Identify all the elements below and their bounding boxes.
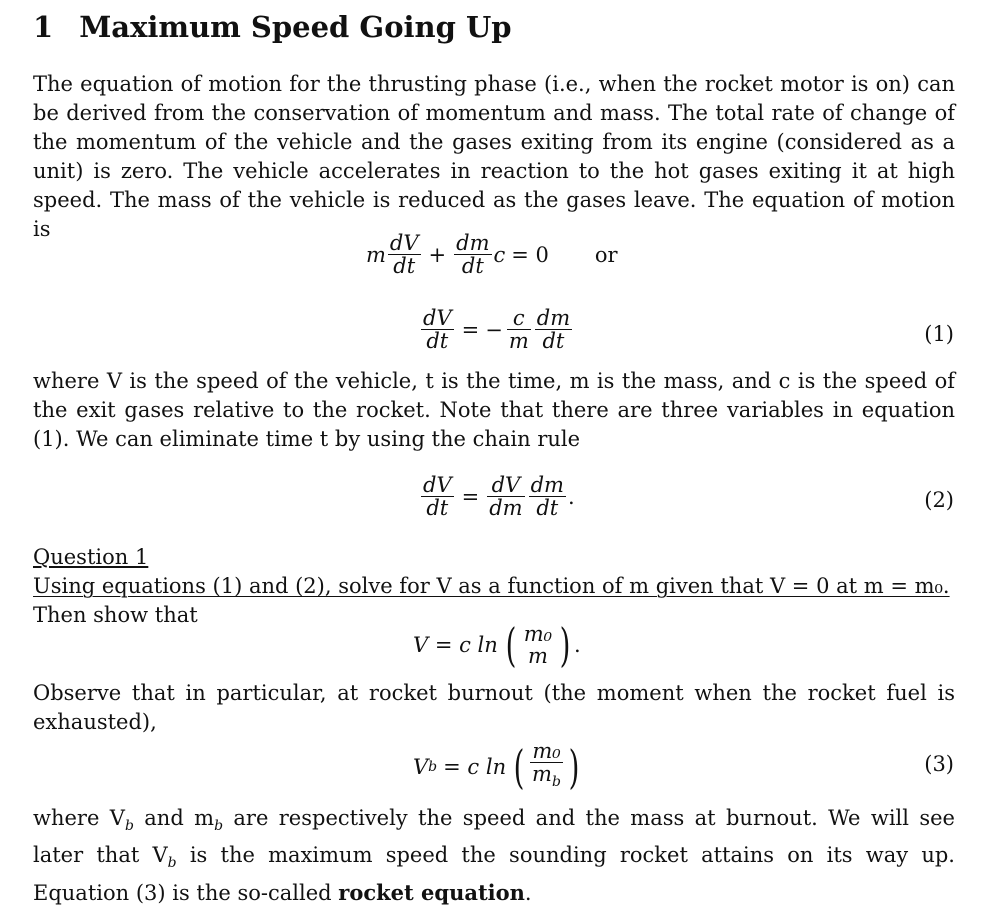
eq-a-frac1-num: dV (389, 231, 419, 255)
eq2-lhs-num: dV (423, 473, 452, 497)
eq3-lhs-sub: b (428, 758, 438, 775)
question-title: Question 1 (33, 545, 149, 569)
eq-a-c: c (493, 242, 506, 267)
eq2-lhs-den: dt (426, 496, 449, 520)
eq-v-num: m₀ (523, 622, 553, 646)
eq2-dm2: dm (530, 473, 564, 497)
eq3-num: m₀ (532, 739, 561, 763)
eq-a-frac2 (454, 232, 491, 277)
paragraph-intro: The equation of motion for the thrusting phase (i.e., when the rocket motor is on) can be derived from the conservation of momentum and mass. The total rate of change of the momentum of the vehicle and the gases exiting from its engine (considered as a unit) is zero. The vehicle accelerates in reaction to the hot gases exiting it at high speed. The mass of the vehicle is reduced as the gases leave. The equation of motion is (33, 72, 955, 241)
eq-v-den: m (527, 644, 548, 668)
eq2-dot: . (567, 484, 575, 509)
equation-3: V b = c ln ( $\frac{\text{m₀}}{m_b}$ ) (413, 739, 580, 794)
paragraph-conclusion: where $V_b$ and $m_b$ are respectively the speed and the mass at burnout. We will see later that $V_b$ is the maximum speed the sounding rocket attains on its way up. Equation (3) is the so-called rocket equation. (33, 806, 955, 905)
section-number: 1 (33, 10, 54, 44)
eq-a-or: or (594, 242, 618, 267)
eq-a-rhs: = 0 (511, 242, 549, 267)
question-text: Using equations (1) and (2), solve for V as a function of m given that V = 0 at m = m₀. (33, 574, 950, 598)
equation-motion: m $\frac{dV}{dt}$ + $\frac{dm}{dt}$ c = 0 or (366, 231, 618, 278)
equation-2 (419, 474, 575, 519)
section-heading (33, 10, 512, 44)
eq-v-dot: . (574, 633, 581, 657)
eq1-frac-dm-dt (535, 307, 572, 352)
eq-a-frac2-num: dm (456, 231, 490, 255)
eq2-frac-dV-dm (487, 474, 524, 519)
section-title: Maximum Speed Going Up (79, 10, 512, 44)
eq-v-lhs: V = c ln (413, 633, 498, 657)
eq3-den: $m_b$ (532, 762, 561, 790)
rocket-equation-term: rocket equation (338, 880, 525, 905)
eq-a-frac2-den: dt (461, 254, 484, 278)
eq1-dm: dm (536, 306, 571, 330)
eq2-dV: dV (491, 473, 521, 497)
question-block (33, 543, 955, 630)
eq1-dt: dt (542, 329, 565, 353)
eq2-equals: = (461, 484, 480, 509)
eq1-frac-lhs (421, 307, 454, 352)
eq1-equals: = (461, 317, 480, 342)
eq1-lhs-den: dt (426, 329, 449, 353)
equation-2-number: (2) (924, 488, 954, 512)
equation-1-number: (1) (924, 322, 954, 346)
paragraph-variables: where V is the speed of the vehicle, t is the time, m is the mass, and c is the speed of the exit gases relative to the rocket. Note that there are three variables in equation (1). We can eliminate time t by using the chain rule (33, 369, 955, 451)
question-text-2: Then show that (33, 603, 198, 627)
eq-v-frac (522, 623, 554, 667)
equation-3-number: (3) (924, 752, 954, 776)
equation-1 (419, 307, 574, 352)
eq1-m: m (508, 329, 529, 353)
eq1-minus: − (485, 317, 503, 342)
eq1-c: c (512, 306, 525, 330)
eq2-dt2: dt (536, 496, 559, 520)
eq2-dm: dm (489, 496, 523, 520)
eq-a-frac1 (388, 232, 421, 277)
eq2-frac-lhs (421, 474, 454, 519)
paragraph-burnout: Observe that in particular, at rocket burnout (the moment when the rocket fuel is exhausted), (33, 681, 955, 734)
eq1-frac-c-m (507, 307, 531, 352)
eq1-lhs-num: dV (423, 306, 452, 330)
eq3-frac (530, 740, 563, 793)
eq3-eq: = c ln (443, 754, 507, 779)
eq3-lhs: V (413, 754, 429, 779)
eq2-frac-dm-dt (529, 474, 566, 519)
equation-v: V = c ln ( m₀ m ) . (413, 618, 581, 672)
eq-a-frac1-den: dt (393, 254, 416, 278)
eq-a-m: m (366, 242, 386, 267)
